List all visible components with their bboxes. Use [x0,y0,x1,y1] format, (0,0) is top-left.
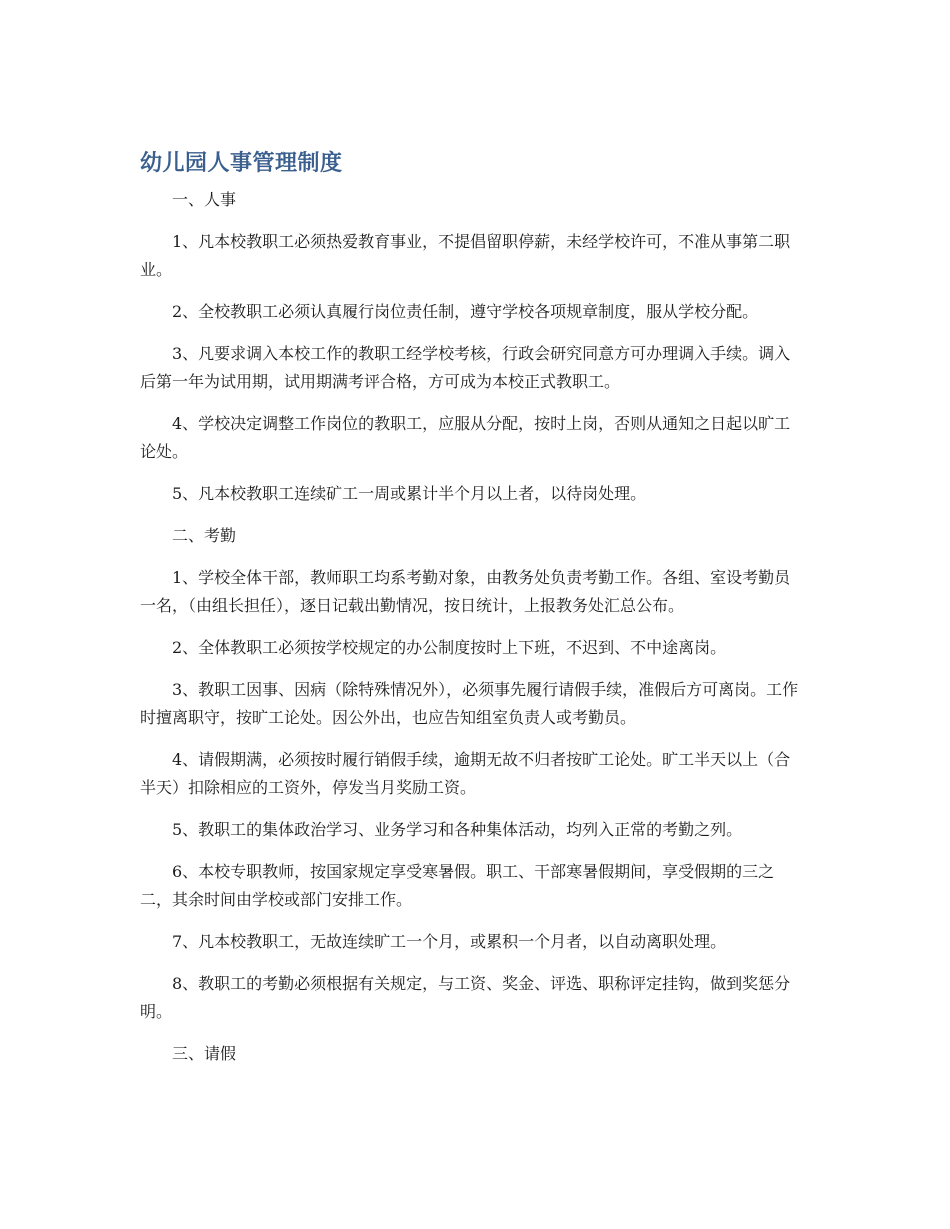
paragraph: 2、全体教职工必须按学校规定的办公制度按时上下班，不迟到、不中途离岗。 [172,638,727,657]
paragraph: 3、凡要求调入本校工作的教职工经学校考核，行政会研究同意方可办理调入手续。调入后第一年为试用期，试用期满考评合格，方可成为本校正式教职工。 [140,344,791,391]
paragraph: 5、教职工的集体政治学习、业务学习和各种集体活动，均列入正常的考勤之列。 [172,820,743,839]
paragraph: 4、请假期满，必须按时履行销假手续，逾期无故不归者按旷工论处。旷工半天以上（合半天）扣除相应的工资外，停发当月奖励工资。 [140,750,791,797]
paragraph: 5、凡本校教职工连续矿工一周或累计半个月以上者，以待岗处理。 [172,484,647,503]
paragraph: 6、本校专职教师，按国家规定享受寒暑假。职工、干部寒暑假期间，享受假期的三之二，其余时间由学校或部门安排工作。 [140,862,775,909]
section-heading-attendance: 二、考勤 [172,526,237,545]
paragraph: 7、凡本校教职工，无故连续旷工一个月，或累积一个月者，以自动离职处理。 [172,932,727,951]
paragraph: 1、凡本校教职工必须热爱教育事业，不提倡留职停薪，未经学校许可，不准从事第二职业。 [140,232,791,279]
paragraph: 2、全校教职工必须认真履行岗位责任制，遵守学校各项规章制度，服从学校分配。 [172,302,759,321]
document-title: 幼儿园人事管理制度 [140,151,343,176]
paragraph: 8、教职工的考勤必须根据有关规定，与工资、奖金、评选、职称评定挂钩，做到奖惩分明。 [140,974,791,1021]
paragraph: 1、学校全体干部，教师职工均系考勤对象，由教务处负责考勤工作。各组、室设考勤员一名，（由组长担任），逐日记载出勤情况，按日统计，上报教务处汇总公布。 [140,568,791,615]
paragraph: 4、学校决定调整工作岗位的教职工，应服从分配，按时上岗，否则从通知之日起以旷工论处。 [140,414,791,461]
section-heading-leave: 三、请假 [172,1044,237,1063]
section-heading-personnel: 一、人事 [172,190,237,209]
paragraph: 3、教职工因事、因病（除特殊情况外），必须事先履行请假手续，准假后方可离岗。工作时擅离职守，按旷工论处。因公外出，也应告知组室负责人或考勤员。 [140,680,799,727]
document-page [140,148,800,1068]
